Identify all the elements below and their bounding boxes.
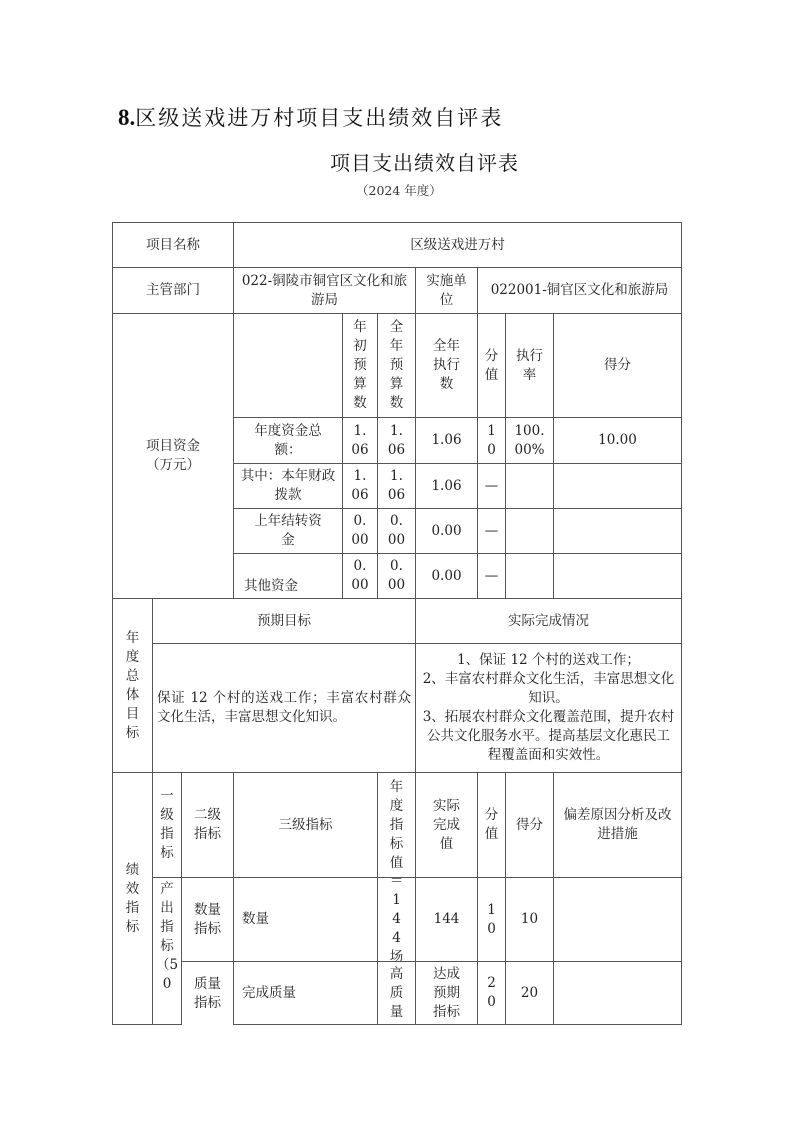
funds-row-score — [553, 553, 682, 599]
perf-score-value: 10 — [477, 877, 506, 962]
perf-actual: 144 — [415, 877, 478, 962]
perf-level3: 数量 — [233, 877, 378, 962]
funds-row-score-value: — — [477, 553, 506, 599]
funds-row-rate — [505, 553, 554, 599]
perf-deviation — [553, 877, 682, 962]
section-number: 8. — [118, 105, 136, 130]
dept-value: 022-铜陵市铜官区文化和旅游局 — [233, 267, 416, 314]
level1-output-indicator: 产出指标（50 — [152, 877, 182, 1025]
funds-row-score-value: 10 — [477, 417, 506, 464]
perf-actual: 达成预期指标 — [415, 961, 478, 1025]
target-value-header: 年度指标值 — [377, 772, 416, 878]
funds-row-annual: 0.00 — [377, 508, 416, 554]
deviation-header: 偏差原因分析及改进措施 — [553, 772, 682, 878]
actual-completion-header: 实际完成情况 — [415, 598, 682, 644]
perf-deviation — [553, 961, 682, 1025]
perf-level3: 完成质量 — [233, 961, 378, 1025]
score-value-header: 分值 — [477, 313, 506, 418]
funds-row-rate — [505, 463, 554, 509]
actual-value-header: 实际完成值 — [415, 772, 478, 878]
funds-row-annual: 1.06 — [377, 417, 416, 464]
perf-level2: 数量指标 — [181, 877, 234, 962]
level1-header: 一级指标 — [152, 772, 182, 878]
funds-row-annual: 1.06 — [377, 463, 416, 509]
expected-goal-text: 保证 12 个村的送戏工作；丰富农村群众文化生活，丰富思想文化知识。 — [152, 643, 416, 773]
perf-level2: 质量指标 — [181, 961, 234, 1025]
exec-rate-header: 执行率 — [505, 313, 554, 418]
funds-row-executed: 0.00 — [415, 553, 478, 599]
level2-header: 二级指标 — [181, 772, 234, 878]
section-title: 区级送戏进万村项目支出绩效自评表 — [135, 106, 504, 130]
annual-budget-header: 全年预算数 — [377, 313, 416, 418]
funds-row-label: 其中：本年财政拨款 — [233, 463, 343, 509]
impl-unit-label: 实施单位 — [415, 267, 478, 314]
dept-label: 主管部门 — [112, 267, 234, 314]
project-name-value: 区级送戏进万村 — [233, 222, 682, 268]
actual-completion-text: 1、保证 12 个村的送戏工作； 2、丰富农村群众文化生活，丰富思想文化知识。 3、拓展农村群众文化覆盖范围，提升农村公共文化服务水平。提高基层文化惠民工程覆盖面和实效性。 — [415, 643, 682, 773]
funds-row-executed: 0.00 — [415, 508, 478, 554]
funds-row-annual: 0.00 — [377, 553, 416, 599]
funds-row-score — [553, 463, 682, 509]
initial-budget-header: 年初预算数 — [342, 313, 378, 418]
funds-row-score — [553, 508, 682, 554]
perf-target: ＝144场 — [377, 877, 416, 962]
perf-score: 10 — [505, 877, 554, 962]
perf-score-value-header: 分值 — [477, 772, 506, 878]
section-heading — [118, 102, 503, 132]
impl-unit-value: 022001-铜官区文化和旅游局 — [477, 267, 682, 314]
funds-row-initial: 1.06 — [342, 463, 378, 509]
report-year: （2024 年度） — [356, 183, 442, 198]
funds-row-score-value: — — [477, 463, 506, 509]
funds-row-executed: 1.06 — [415, 463, 478, 509]
performance-indicators-label: 绩效指标 — [112, 772, 153, 1025]
annual-goals-label: 年度总体目标 — [112, 598, 153, 773]
score-header: 得分 — [553, 313, 682, 418]
funds-header-blank — [233, 313, 343, 418]
perf-score-header: 得分 — [505, 772, 554, 878]
project-name-label: 项目名称 — [112, 222, 234, 268]
funds-row-initial: 0.00 — [342, 553, 378, 599]
funds-row-label: 年度资金总额： — [233, 417, 343, 464]
perf-score-value: 20 — [477, 961, 506, 1025]
funds-row-rate: 100.00% — [505, 417, 554, 464]
perf-target: 高质量 — [377, 961, 416, 1025]
funds-row-initial: 0.00 — [342, 508, 378, 554]
funds-row-score: 10.00 — [553, 417, 682, 464]
funds-row-rate — [505, 508, 554, 554]
level3-header: 三级指标 — [233, 772, 378, 878]
funds-row-label: 其他资金 — [233, 553, 343, 599]
funds-row-score-value: — — [477, 508, 506, 554]
funds-row-label: 上年结转资金 — [233, 508, 343, 554]
page-title: 项目支出绩效自评表 — [330, 151, 519, 175]
executed-header: 全年执行数 — [415, 313, 478, 418]
perf-score: 20 — [505, 961, 554, 1025]
funds-label: 项目资金（万元） — [112, 313, 234, 599]
expected-goal-header: 预期目标 — [152, 598, 416, 644]
funds-row-initial: 1.06 — [342, 417, 378, 464]
funds-row-executed: 1.06 — [415, 417, 478, 464]
